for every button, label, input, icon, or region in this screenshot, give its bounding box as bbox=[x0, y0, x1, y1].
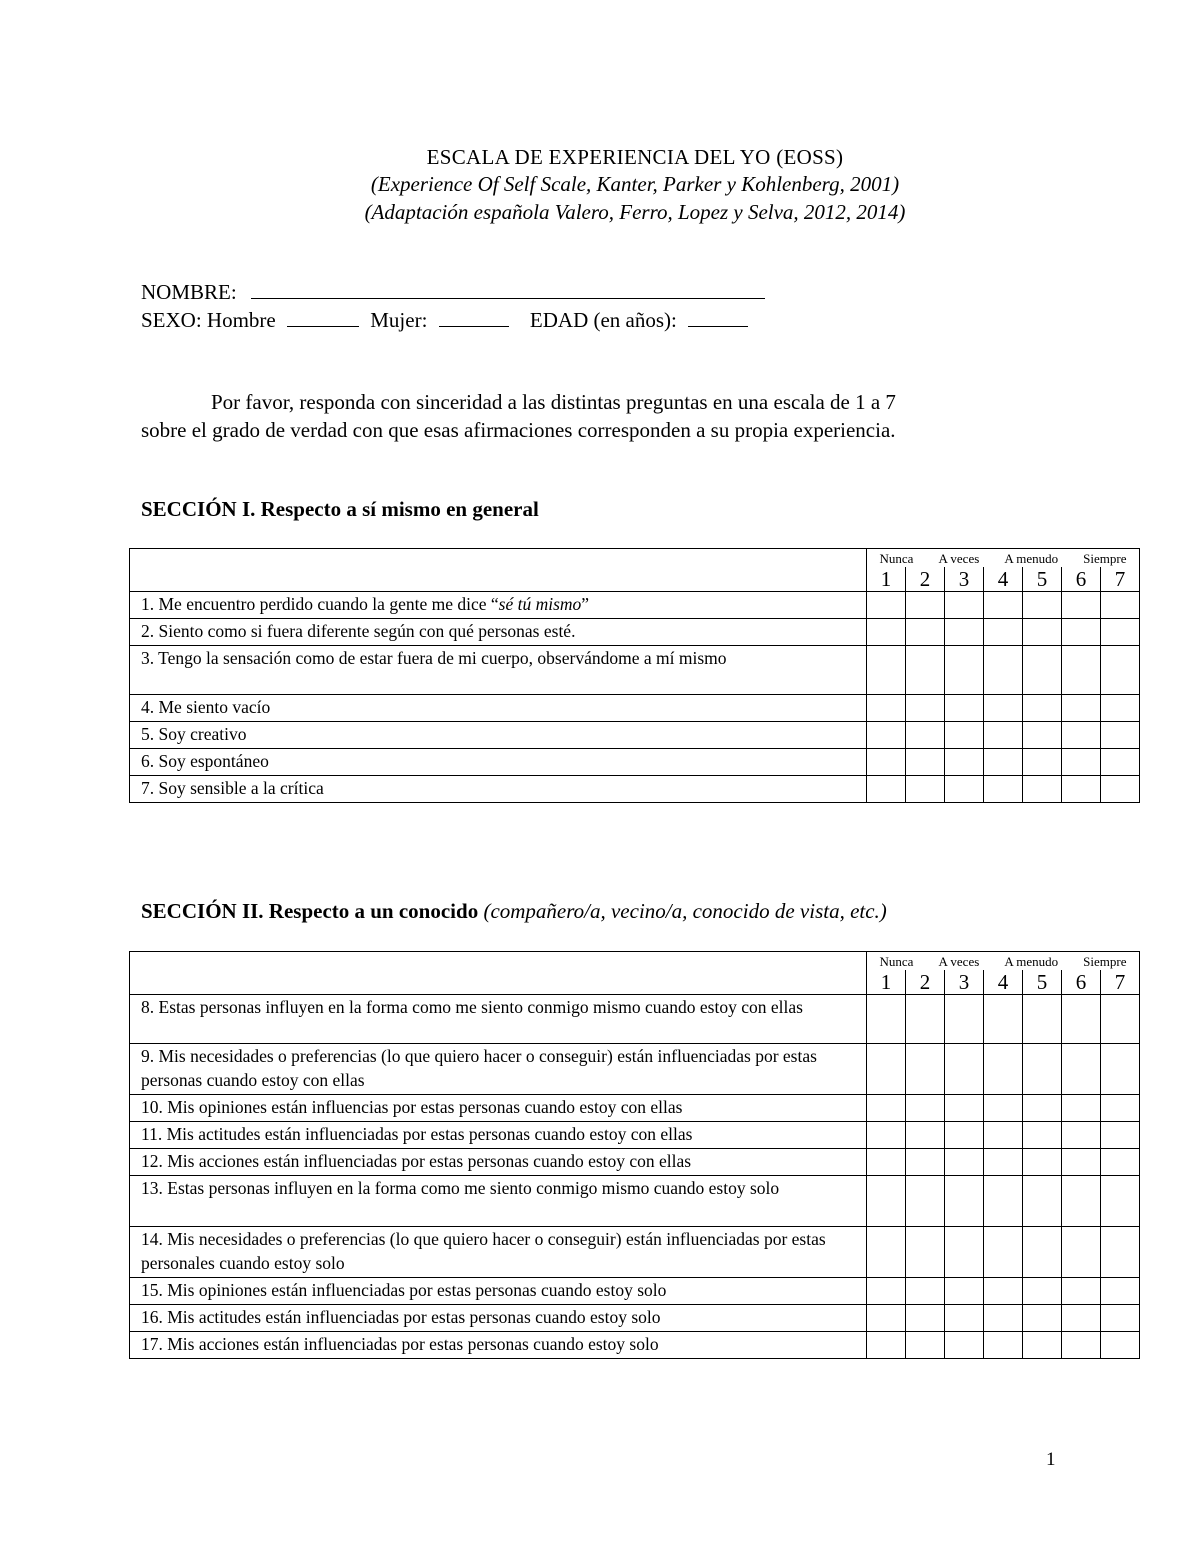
rating-cell[interactable] bbox=[867, 749, 906, 776]
scale-anchor-label: A veces bbox=[938, 551, 980, 566]
item-row bbox=[130, 646, 1140, 695]
rating-cell[interactable] bbox=[984, 695, 1023, 722]
rating-cell[interactable] bbox=[867, 1149, 906, 1176]
item-statement: 14. Mis necesidades o preferencias (lo que quiero hacer o conseguir) están influenciadas por estas personales cuando estoy solo bbox=[141, 1229, 826, 1273]
scale-number: 3 bbox=[945, 970, 984, 995]
rating-cell[interactable] bbox=[867, 1227, 906, 1278]
rating-cell[interactable] bbox=[945, 1305, 984, 1332]
rating-cell[interactable] bbox=[1023, 1122, 1062, 1149]
rating-cell[interactable] bbox=[945, 776, 984, 803]
rating-cell[interactable] bbox=[945, 1044, 984, 1095]
item-row bbox=[130, 1176, 1140, 1227]
rating-cell[interactable] bbox=[984, 1332, 1023, 1359]
rating-cell[interactable] bbox=[984, 776, 1023, 803]
rating-cell[interactable] bbox=[906, 776, 945, 803]
rating-cell[interactable] bbox=[1101, 1305, 1140, 1332]
scale-number: 7 bbox=[1101, 567, 1140, 592]
item-text bbox=[130, 749, 867, 776]
rating-cell[interactable] bbox=[1101, 1095, 1140, 1122]
item-text bbox=[130, 592, 867, 619]
item-row bbox=[130, 1227, 1140, 1278]
rating-cell[interactable] bbox=[1062, 1122, 1101, 1149]
item-statement: 9. Mis necesidades o preferencias (lo que quiero hacer o conseguir) están influenciadas por estas personas cuando estoy con ellas bbox=[141, 1046, 817, 1090]
rating-cell[interactable] bbox=[1062, 592, 1101, 619]
rating-cell[interactable] bbox=[1101, 1176, 1140, 1227]
rating-cell[interactable] bbox=[1023, 776, 1062, 803]
scale-number: 4 bbox=[984, 970, 1023, 995]
male-blank[interactable] bbox=[287, 308, 359, 327]
rating-cell[interactable] bbox=[867, 1305, 906, 1332]
instructions bbox=[141, 388, 1021, 444]
item-text bbox=[130, 619, 867, 646]
rating-cell[interactable] bbox=[984, 1176, 1023, 1227]
rating-cell[interactable] bbox=[1062, 1305, 1101, 1332]
item-row bbox=[130, 749, 1140, 776]
rating-cell[interactable] bbox=[1062, 1176, 1101, 1227]
item-statement: 6. Soy espontáneo bbox=[141, 751, 269, 771]
rating-cell[interactable] bbox=[1062, 1095, 1101, 1122]
item-text bbox=[130, 1227, 867, 1278]
rating-cell[interactable] bbox=[906, 995, 945, 1044]
rating-cell[interactable] bbox=[1023, 695, 1062, 722]
rating-cell[interactable] bbox=[984, 619, 1023, 646]
rating-cell[interactable] bbox=[1023, 1044, 1062, 1095]
rating-cell[interactable] bbox=[984, 1278, 1023, 1305]
section-1-table bbox=[129, 548, 1140, 803]
item-text bbox=[130, 695, 867, 722]
rating-cell[interactable] bbox=[945, 646, 984, 695]
rating-cell[interactable] bbox=[906, 592, 945, 619]
rating-cell[interactable] bbox=[867, 995, 906, 1044]
rating-cell[interactable] bbox=[867, 619, 906, 646]
rating-cell[interactable] bbox=[906, 1176, 945, 1227]
rating-cell[interactable] bbox=[1101, 722, 1140, 749]
rating-cell[interactable] bbox=[1062, 1149, 1101, 1176]
rating-cell[interactable] bbox=[1101, 1044, 1140, 1095]
rating-cell[interactable] bbox=[906, 749, 945, 776]
item-row bbox=[130, 776, 1140, 803]
rating-cell[interactable] bbox=[867, 592, 906, 619]
item-text bbox=[130, 722, 867, 749]
section-2-heading bbox=[141, 899, 887, 924]
scale-number: 1 bbox=[867, 567, 906, 592]
rating-cell[interactable] bbox=[867, 1095, 906, 1122]
rating-cell[interactable] bbox=[984, 1149, 1023, 1176]
rating-cell[interactable] bbox=[867, 1278, 906, 1305]
rating-cell[interactable] bbox=[906, 646, 945, 695]
rating-cell[interactable] bbox=[867, 695, 906, 722]
scale-anchor-label: A menudo bbox=[1004, 954, 1059, 969]
item-text bbox=[130, 1044, 867, 1095]
rating-cell[interactable] bbox=[1062, 995, 1101, 1044]
scale-anchor-label: A veces bbox=[938, 954, 980, 969]
item-statement: 16. Mis actitudes están influenciadas por estas personas cuando estoy solo bbox=[141, 1307, 661, 1327]
rating-cell[interactable] bbox=[906, 1095, 945, 1122]
female-blank[interactable] bbox=[439, 308, 509, 327]
rating-cell[interactable] bbox=[1062, 619, 1101, 646]
scale-anchor-label: Nunca bbox=[879, 954, 914, 969]
rating-cell[interactable] bbox=[1101, 776, 1140, 803]
item-row bbox=[130, 592, 1140, 619]
rating-cell[interactable] bbox=[1023, 1305, 1062, 1332]
document-subtitle: (Experience Of Self Scale, Kanter, Parker y Kohlenberg, 2001) bbox=[370, 172, 900, 196]
item-row bbox=[130, 1278, 1140, 1305]
rating-cell[interactable] bbox=[1023, 592, 1062, 619]
document-title: ESCALA DE EXPERIENCIA DEL YO (EOSS) bbox=[426, 145, 844, 169]
item-text bbox=[130, 1149, 867, 1176]
rating-cell[interactable] bbox=[984, 1044, 1023, 1095]
section-1-heading: SECCIÓN I. Respecto a sí mismo en general bbox=[141, 497, 539, 521]
rating-cell[interactable] bbox=[1023, 1149, 1062, 1176]
item-text bbox=[130, 776, 867, 803]
rating-cell[interactable] bbox=[867, 776, 906, 803]
rating-cell[interactable] bbox=[906, 1044, 945, 1095]
rating-cell[interactable] bbox=[1101, 646, 1140, 695]
rating-cell[interactable] bbox=[906, 1305, 945, 1332]
scale-anchors bbox=[867, 952, 1140, 971]
rating-cell[interactable] bbox=[1023, 1227, 1062, 1278]
rating-cell[interactable] bbox=[867, 646, 906, 695]
rating-cell[interactable] bbox=[1101, 1278, 1140, 1305]
rating-cell[interactable] bbox=[1062, 776, 1101, 803]
scale-number: 2 bbox=[906, 567, 945, 592]
rating-cell[interactable] bbox=[1101, 749, 1140, 776]
item-emphasis: sé tú mismo bbox=[498, 594, 582, 614]
item-text bbox=[130, 1095, 867, 1122]
rating-cell[interactable] bbox=[945, 1095, 984, 1122]
item-statement: 11. Mis actitudes están influenciadas por estas personas cuando estoy con ellas bbox=[141, 1124, 693, 1144]
sex-label: SEXO: Hombre bbox=[141, 308, 276, 332]
rating-cell[interactable] bbox=[1023, 646, 1062, 695]
item-statement: 15. Mis opiniones están influenciadas por estas personas cuando estoy solo bbox=[141, 1280, 667, 1300]
rating-cell[interactable] bbox=[984, 1305, 1023, 1332]
item-row bbox=[130, 995, 1140, 1044]
scale-number: 6 bbox=[1062, 970, 1101, 995]
rating-cell[interactable] bbox=[945, 1278, 984, 1305]
item-statement: 2. Siento como si fuera diferente según con qué personas esté. bbox=[141, 621, 576, 641]
rating-cell[interactable] bbox=[906, 1122, 945, 1149]
rating-cell[interactable] bbox=[945, 592, 984, 619]
scale-anchor-row bbox=[130, 549, 1140, 568]
rating-cell[interactable] bbox=[906, 1332, 945, 1359]
rating-cell[interactable] bbox=[984, 995, 1023, 1044]
rating-cell[interactable] bbox=[984, 1227, 1023, 1278]
item-statement: 5. Soy creativo bbox=[141, 724, 247, 744]
rating-cell[interactable] bbox=[1023, 1176, 1062, 1227]
instructions-line-1: Por favor, responda con sinceridad a las distintas preguntas en una escala de 1 a 7 bbox=[211, 390, 896, 414]
rating-cell[interactable] bbox=[867, 1332, 906, 1359]
rating-cell[interactable] bbox=[1023, 1332, 1062, 1359]
name-label: NOMBRE: bbox=[141, 280, 237, 304]
rating-cell[interactable] bbox=[906, 1227, 945, 1278]
rating-cell[interactable] bbox=[867, 1044, 906, 1095]
item-statement: 17. Mis acciones están influenciadas por estas personas cuando estoy solo bbox=[141, 1334, 659, 1354]
item-row bbox=[130, 695, 1140, 722]
rating-cell[interactable] bbox=[906, 1149, 945, 1176]
age-blank[interactable] bbox=[688, 308, 748, 327]
item-statement: 12. Mis acciones están influenciadas por estas personas cuando estoy con ellas bbox=[141, 1151, 692, 1171]
item-text bbox=[130, 995, 867, 1044]
item-statement: 3. Tengo la sensación como de estar fuera de mi cuerpo, observándome a mí mismo bbox=[141, 648, 727, 668]
section-2-table bbox=[129, 951, 1140, 1359]
rating-cell[interactable] bbox=[945, 722, 984, 749]
rating-cell[interactable] bbox=[1062, 646, 1101, 695]
item-row bbox=[130, 1044, 1140, 1095]
section-2-title: SECCIÓN II. Respecto a un conocido bbox=[141, 899, 484, 923]
name-blank[interactable] bbox=[251, 280, 765, 299]
item-header-cell bbox=[130, 952, 867, 995]
age-label: EDAD (en años): bbox=[529, 308, 677, 332]
rating-cell[interactable] bbox=[906, 1278, 945, 1305]
rating-cell[interactable] bbox=[1101, 619, 1140, 646]
scale-anchors bbox=[867, 549, 1140, 568]
section-2-subtitle: (compañero/a, vecino/a, conocido de vista, etc.) bbox=[483, 899, 887, 923]
scale-number: 7 bbox=[1101, 970, 1140, 995]
rating-cell[interactable] bbox=[1023, 1095, 1062, 1122]
adaptation-credit: (Adaptación española Valero, Ferro, Lopez y Selva, 2012, 2014) bbox=[364, 200, 906, 224]
rating-cell[interactable] bbox=[945, 749, 984, 776]
rating-cell[interactable] bbox=[1062, 1227, 1101, 1278]
rating-cell[interactable] bbox=[984, 749, 1023, 776]
rating-cell[interactable] bbox=[867, 722, 906, 749]
page-number: 1 bbox=[1046, 1449, 1056, 1470]
rating-cell[interactable] bbox=[984, 1122, 1023, 1149]
item-row bbox=[130, 1149, 1140, 1176]
rating-cell[interactable] bbox=[1101, 995, 1140, 1044]
item-statement: 13. Estas personas influyen en la forma como me siento conmigo mismo cuando estoy solo bbox=[141, 1178, 780, 1198]
rating-cell[interactable] bbox=[945, 1176, 984, 1227]
item-row bbox=[130, 1095, 1140, 1122]
scale-anchor-label: Siempre bbox=[1083, 551, 1127, 566]
item-statement: 1. Me encuentro perdido cuando la gente me dice “ bbox=[141, 594, 499, 614]
rating-cell[interactable] bbox=[945, 695, 984, 722]
rating-cell[interactable] bbox=[1023, 995, 1062, 1044]
rating-cell[interactable] bbox=[906, 722, 945, 749]
item-text bbox=[130, 646, 867, 695]
item-statement: 4. Me siento vacío bbox=[141, 697, 271, 717]
rating-cell[interactable] bbox=[945, 619, 984, 646]
rating-cell[interactable] bbox=[1101, 1122, 1140, 1149]
scale-anchor-label: Siempre bbox=[1083, 954, 1127, 969]
item-text bbox=[130, 1122, 867, 1149]
item-text bbox=[130, 1305, 867, 1332]
instructions-line-2: sobre el grado de verdad con que esas afirmaciones corresponden a su propia experiencia. bbox=[141, 418, 896, 442]
rating-cell[interactable] bbox=[984, 1095, 1023, 1122]
item-row bbox=[130, 619, 1140, 646]
scale-number: 3 bbox=[945, 567, 984, 592]
rating-cell[interactable] bbox=[1101, 1149, 1140, 1176]
rating-cell[interactable] bbox=[984, 592, 1023, 619]
scale-number: 2 bbox=[906, 970, 945, 995]
item-text bbox=[130, 1332, 867, 1359]
rating-cell[interactable] bbox=[1062, 1278, 1101, 1305]
rating-cell[interactable] bbox=[906, 695, 945, 722]
rating-cell[interactable] bbox=[1062, 722, 1101, 749]
scale-number: 6 bbox=[1062, 567, 1101, 592]
scale-anchor-label: Nunca bbox=[879, 551, 914, 566]
item-row bbox=[130, 722, 1140, 749]
rating-cell[interactable] bbox=[1062, 749, 1101, 776]
name-field-row bbox=[141, 280, 765, 305]
item-closing-quote: ” bbox=[581, 594, 590, 614]
rating-cell[interactable] bbox=[906, 619, 945, 646]
scale-number: 4 bbox=[984, 567, 1023, 592]
item-row bbox=[130, 1122, 1140, 1149]
rating-cell[interactable] bbox=[984, 722, 1023, 749]
rating-cell[interactable] bbox=[1023, 619, 1062, 646]
rating-cell[interactable] bbox=[867, 1122, 906, 1149]
sex-age-field-row bbox=[141, 308, 748, 333]
item-text bbox=[130, 1176, 867, 1227]
rating-cell[interactable] bbox=[1023, 722, 1062, 749]
rating-cell[interactable] bbox=[1062, 1044, 1101, 1095]
item-row bbox=[130, 1305, 1140, 1332]
female-label: Mujer: bbox=[370, 308, 428, 332]
rating-cell[interactable] bbox=[867, 1176, 906, 1227]
item-text bbox=[130, 1278, 867, 1305]
rating-cell[interactable] bbox=[1062, 1332, 1101, 1359]
scale-number: 5 bbox=[1023, 567, 1062, 592]
rating-cell[interactable] bbox=[1101, 1332, 1140, 1359]
rating-cell[interactable] bbox=[945, 995, 984, 1044]
rating-cell[interactable] bbox=[1062, 695, 1101, 722]
item-statement: 8. Estas personas influyen en la forma como me siento conmigo mismo cuando estoy con ellas bbox=[141, 997, 803, 1017]
rating-cell[interactable] bbox=[945, 1332, 984, 1359]
rating-cell[interactable] bbox=[1101, 592, 1140, 619]
scale-anchor-label: A menudo bbox=[1004, 551, 1059, 566]
rating-cell[interactable] bbox=[1023, 749, 1062, 776]
item-row bbox=[130, 1332, 1140, 1359]
rating-cell[interactable] bbox=[1023, 1278, 1062, 1305]
scale-number: 1 bbox=[867, 970, 906, 995]
rating-cell[interactable] bbox=[945, 1227, 984, 1278]
scale-number: 5 bbox=[1023, 970, 1062, 995]
rating-cell[interactable] bbox=[945, 1149, 984, 1176]
item-statement: 10. Mis opiniones están influencias por estas personas cuando estoy con ellas bbox=[141, 1097, 683, 1117]
item-statement: 7. Soy sensible a la crítica bbox=[141, 778, 324, 798]
item-header-cell bbox=[130, 549, 867, 592]
rating-cell[interactable] bbox=[945, 1122, 984, 1149]
rating-cell[interactable] bbox=[1101, 1227, 1140, 1278]
scale-anchor-row bbox=[130, 952, 1140, 971]
rating-cell[interactable] bbox=[1101, 695, 1140, 722]
rating-cell[interactable] bbox=[984, 646, 1023, 695]
